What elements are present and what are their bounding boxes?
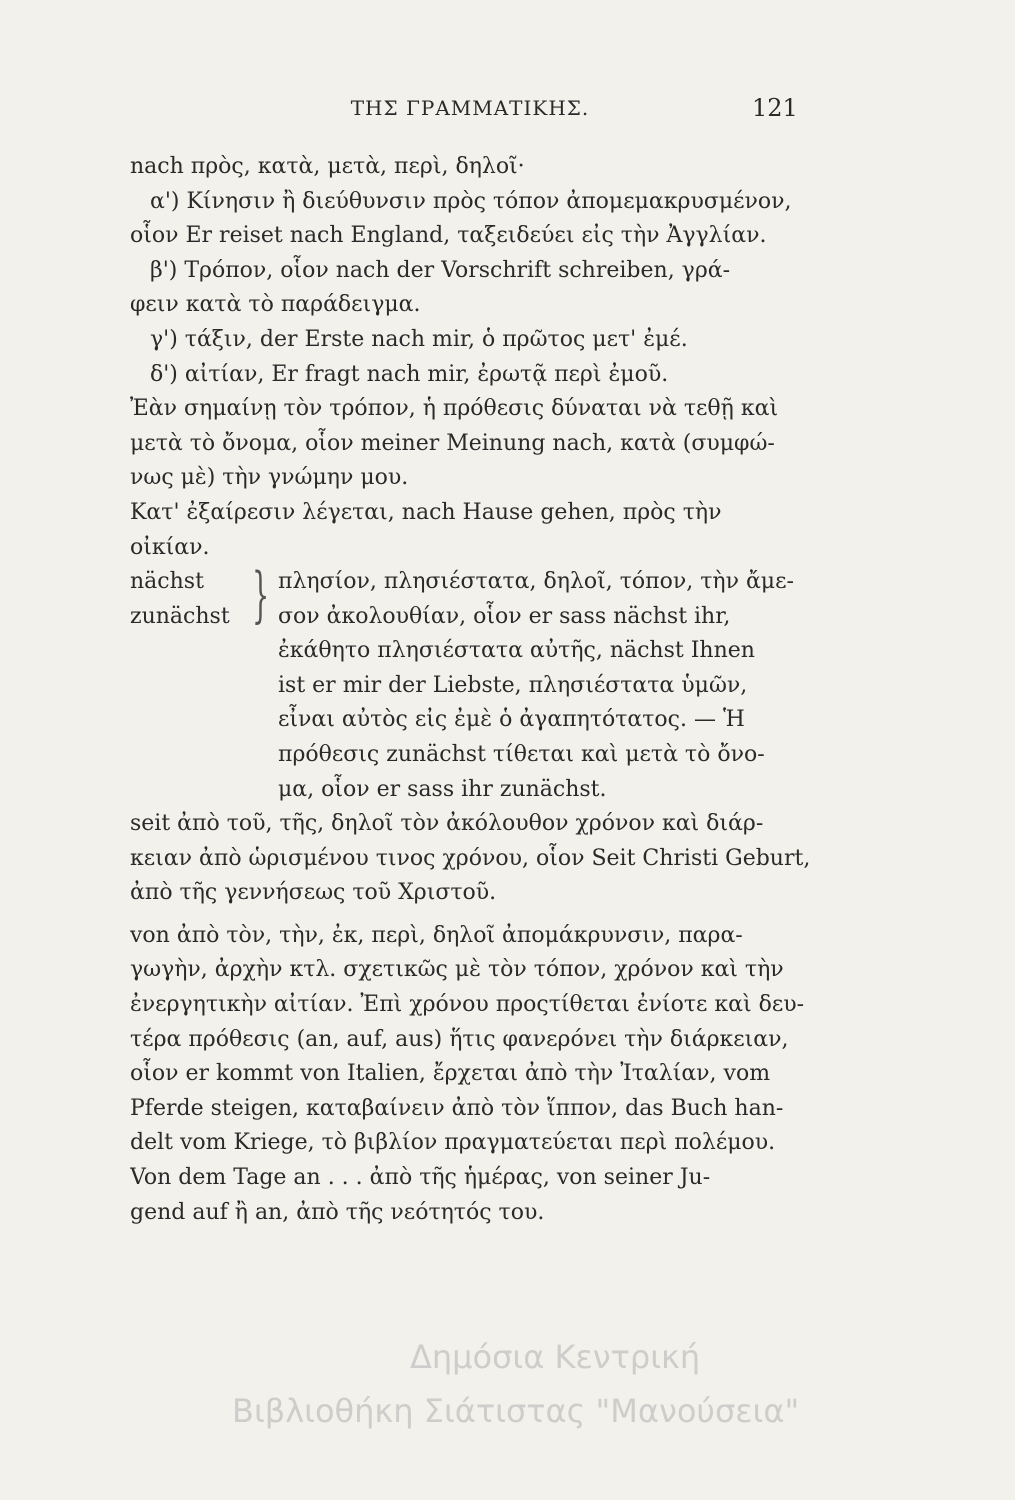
term-zunaechst: zunächst: [130, 603, 230, 629]
text-line: κειαν ἀπὸ ὡρισμένου τινος χρόνου, οἷον Seit Christi Geburt,: [130, 845, 811, 871]
text-line: σον ἀκολουθίαν, οἷον er sass nächst ihr,: [278, 603, 731, 629]
text-line: νως μὲ) τὴν γνώμην μου.: [130, 465, 409, 491]
text-line: Ἐὰν σημαίνῃ τὸν τρόπον, ἡ πρόθεσις δύναται νὰ τεθῇ καὶ: [130, 396, 779, 422]
text-line: δ') αἰτίαν, Er fragt nach mir, ἐρωτᾷ περὶ ἐμοῦ.: [150, 361, 669, 387]
term-naechst: nächst: [130, 569, 204, 595]
text-line: εἶναι αὐτὸς εἰς ἐμὲ ὁ ἀγαπητότατος. — Ἡ: [278, 707, 745, 733]
text-line: μα, οἷον er sass ihr zunächst.: [278, 776, 607, 802]
text-line: delt vom Kriege, τὸ βιβλίον πραγματεύεται περὶ πολέμου.: [130, 1130, 776, 1156]
text-line: β') Τρόπον, οἷον nach der Vorschrift schreiben, γρά-: [150, 257, 731, 283]
entry-definition: [278, 565, 854, 634]
library-watermark-line1: Δημόσια Κεντρική: [410, 1338, 701, 1376]
text-line: φειν κατὰ τὸ παράδειγμα.: [130, 292, 421, 318]
text-line: γ') τάξιν, der Erste nach mir, ὁ πρῶτος μετ' ἐμέ.: [150, 326, 688, 352]
page-body: [130, 150, 854, 1230]
text-line: nach πρὸς, κατὰ, μετὰ, περὶ, δηλοῖ·: [130, 154, 525, 179]
text-line: οἷον er kommt von Italien, ἔρχεται ἀπὸ τὴν Ἰταλίαν, vom: [130, 1061, 771, 1087]
text-line: seit ἀπὸ τοῦ, τῆς, δηλοῖ τὸν ἀκόλουθον χρόνον καὶ διάρ-: [130, 811, 764, 837]
text-line: Pferde steigen, καταβαίνειν ἀπὸ τὸν ἵππον, das Buch han-: [130, 1095, 784, 1121]
text-line: πρόθεσις zunächst τίθεται καὶ μετὰ τὸ ὄνο-: [278, 741, 765, 767]
text-line: ἐκάθητο πλησιέστατα αὐτῆς, nächst Ihnen: [278, 638, 755, 664]
text-line: γωγὴν, ἀρχὴν κτλ. σχετικῶς μὲ τὸν τόπον, χρόνον καὶ τὴν: [130, 957, 784, 983]
text-line: τέρα πρόθεσις (an, auf, aus) ἥτις φανερόνει τὴν διάρκειαν,: [130, 1026, 789, 1052]
text-line: von ἀπὸ τὸν, τὴν, ἐκ, περὶ, δηλοῖ ἀπομάκρυνσιν, παρα-: [130, 922, 743, 948]
library-watermark-line2: Βιβλιοθήκη Σιάτιστας "Μανούσεια": [232, 1392, 800, 1430]
text-line: ist er mir der Liebste, πλησιέστατα ὑμῶν,: [278, 672, 748, 698]
text-line: α') Κίνησιν ἢ διεύθυνσιν πρὸς τόπον ἀπομεμακρυσμένον,: [150, 188, 792, 214]
text-line: gend auf ἢ an, ἀπὸ τῆς νεότητός του.: [130, 1199, 545, 1225]
text-line: Κατ' ἐξαίρεσιν λέγεται, nach Hause gehen, πρὸς τὴν: [130, 499, 722, 525]
text-line: πλησίον, πλησιέστατα, δηλοῖ, τόπον, τὴν ἄμε-: [278, 569, 794, 595]
text-line: ἀπὸ τῆς γεννήσεως τοῦ Χριστοῦ.: [130, 880, 497, 906]
brace-glyph: }: [252, 560, 270, 631]
text-line: ἐνεργητικὴν αἰτίαν. Ἐπὶ χρόνου προςτίθεται ἐνίοτε καὶ δευ-: [130, 992, 805, 1018]
page-number: 121: [752, 94, 798, 122]
text-line: οἰκίαν.: [130, 534, 210, 560]
running-header: ΤΗΣ ΓΡΑΜΜΑΤΙΚΗΣ.: [350, 96, 590, 120]
text-line: μετὰ τὸ ὄνομα, οἷον meiner Meinung nach, κατὰ (συμφώ-: [130, 430, 775, 456]
entry-terms: [130, 565, 260, 634]
text-line: Von dem Tage an . . . ἀπὸ τῆς ἡμέρας, von seiner Ju-: [130, 1165, 711, 1191]
entry-naechst: [130, 560, 854, 703]
text-line: οἷον Er reiset nach England, ταξειδεύει εἰς τὴν Ἀγγλίαν.: [130, 223, 767, 249]
